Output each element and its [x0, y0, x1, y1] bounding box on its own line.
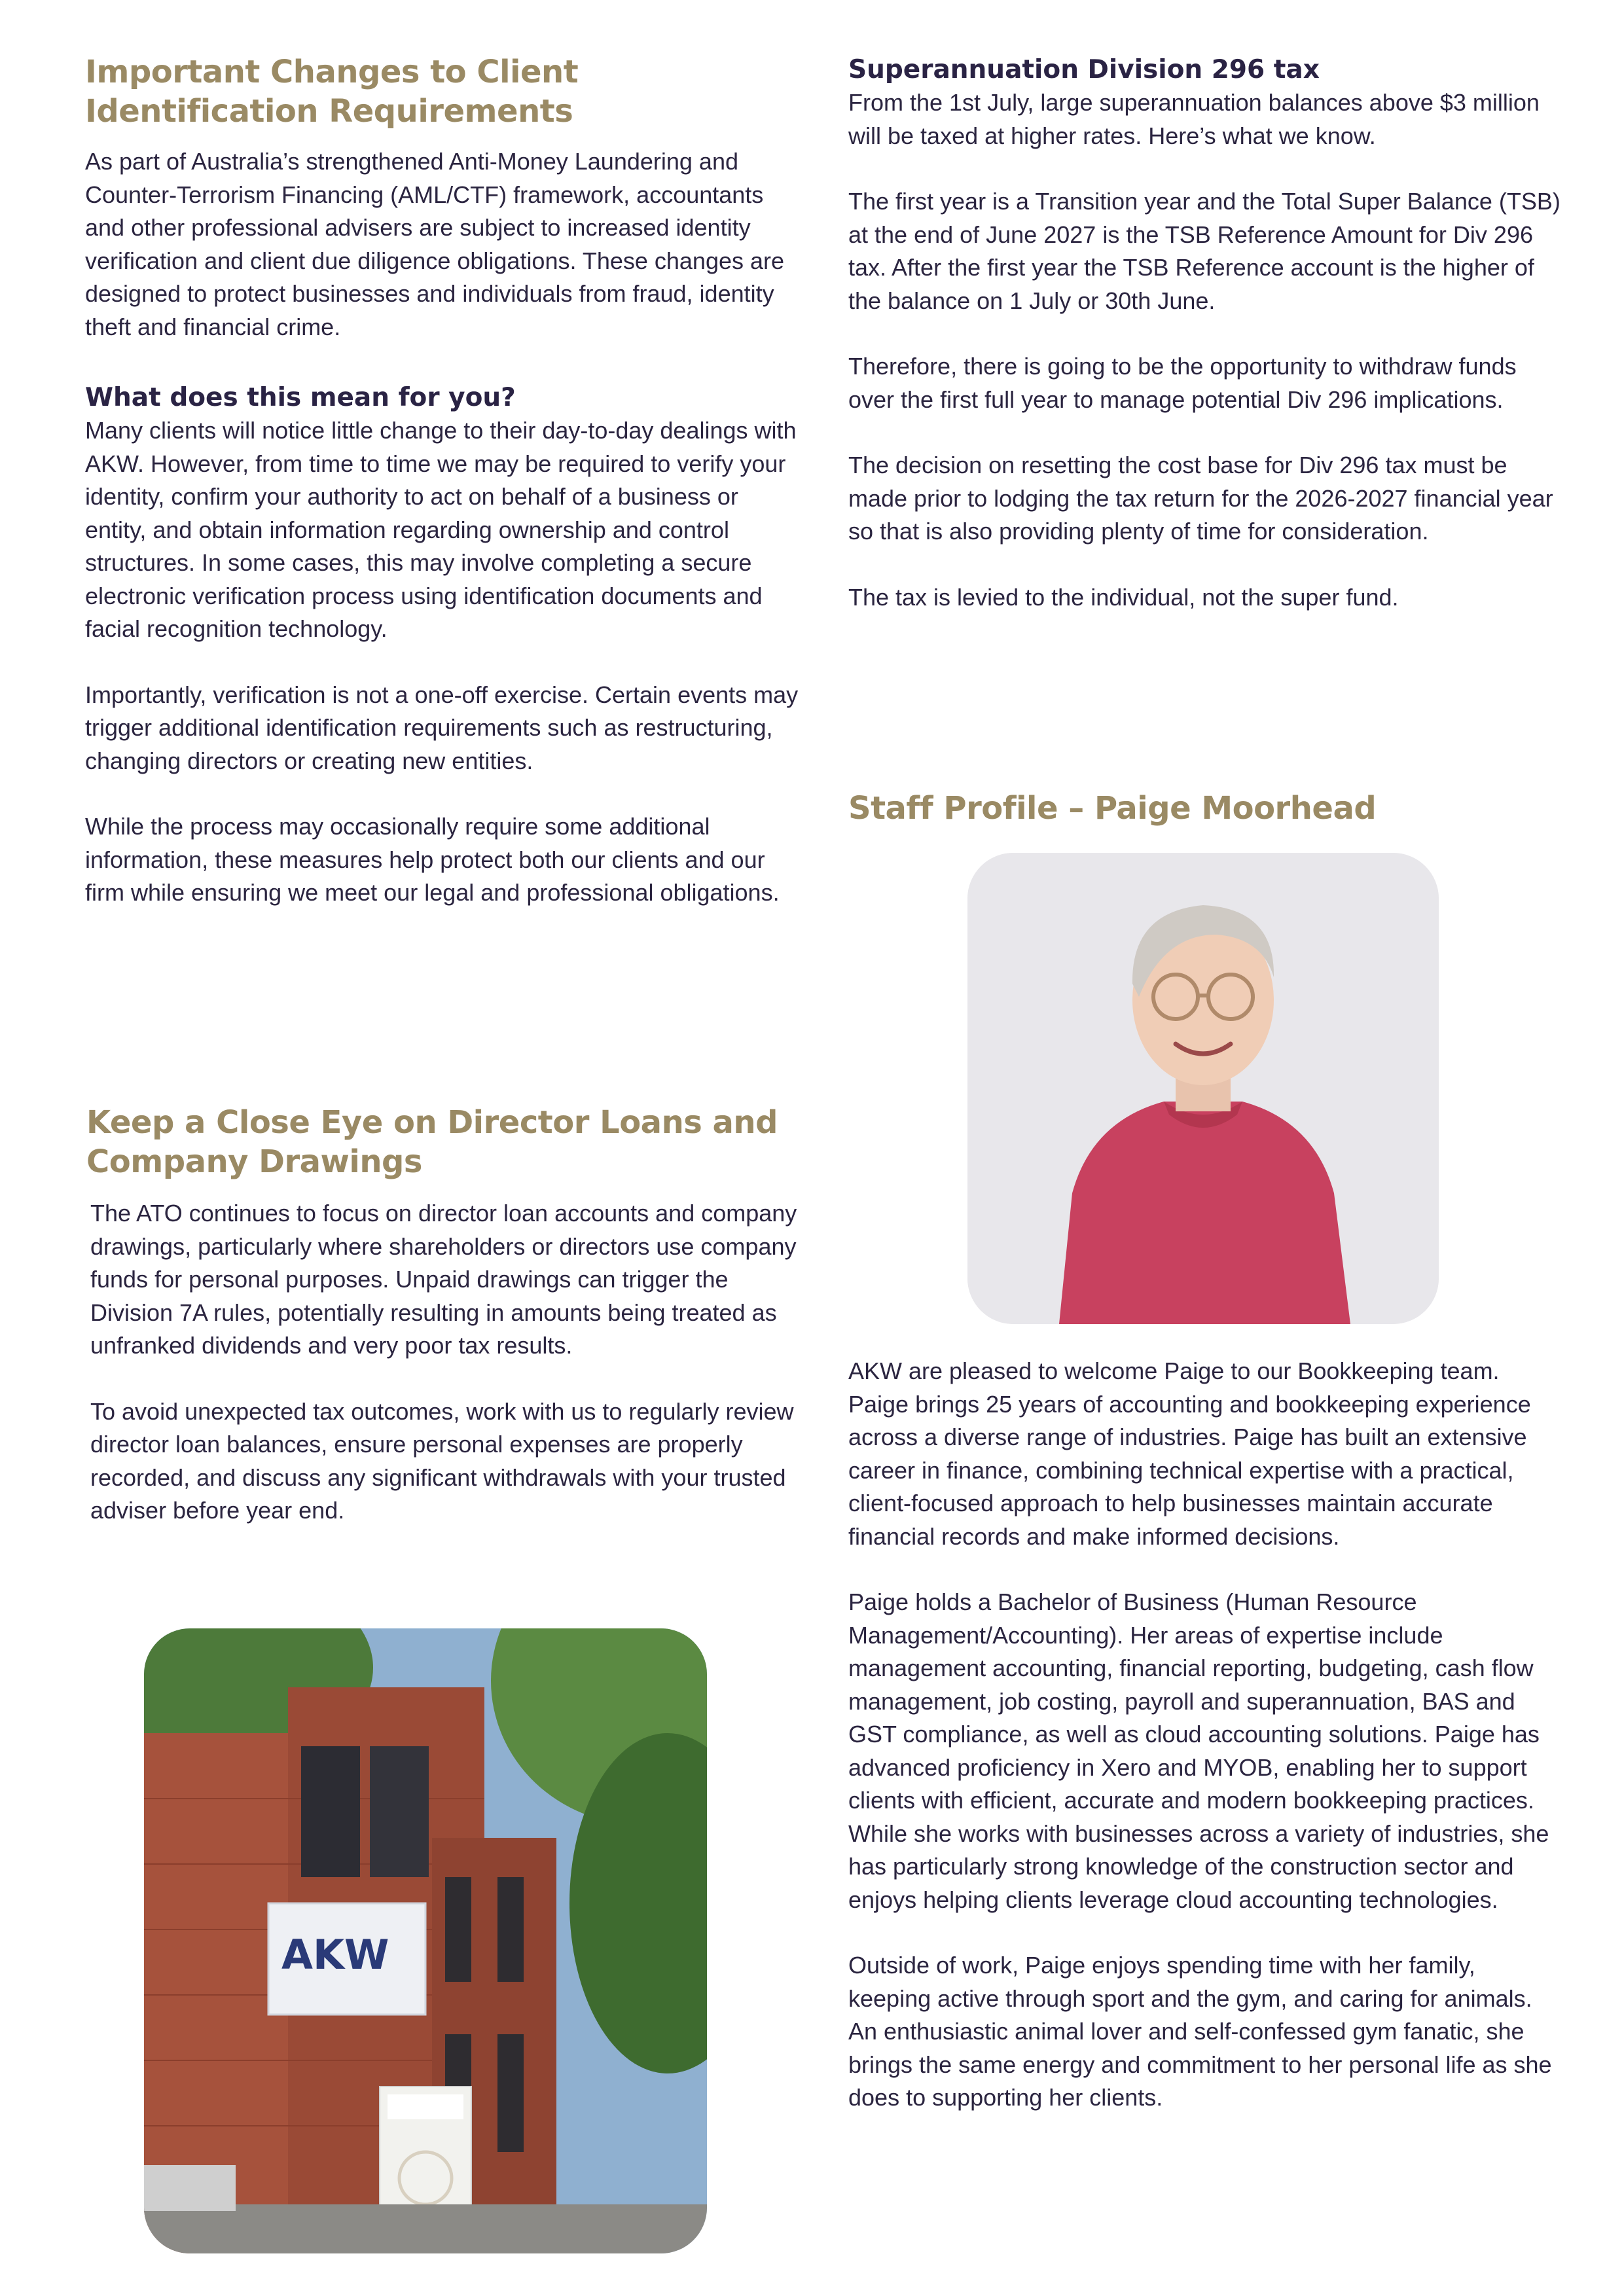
staff-portrait-illustration	[967, 853, 1439, 1324]
building-sign-text: AKW	[281, 1931, 389, 1979]
profile-heading-wrap	[848, 789, 1562, 828]
right-column	[848, 54, 1562, 614]
div296-heading: Superannuation Division 296 tax	[848, 55, 1320, 84]
aml-heading: Important Changes to Client Identification Requirements	[85, 54, 579, 130]
div296-paragraph-1: From the 1st July, large superannuation balances above $3 million will be taxed at higher rates. Here’s what we know.	[848, 89, 1540, 149]
div296-paragraph-5: The tax is levied to the individual, not the super fund.	[848, 583, 1399, 611]
profile-heading: Staff Profile – Paige Moorhead	[848, 790, 1377, 827]
profile-paragraph-1: AKW are pleased to welcome Paige to our Bookkeeping team. Paige brings 25 years of accounting and bookkeeping experience across a diverse range of industries. Paige has built an extensive career in finance, combining technical expertise with a practical, client-focused approach to help businesses maintain accurate financial records and make informed decisions.	[848, 1357, 1531, 1550]
div296-paragraph-3: Therefore, there is going to be the opportunity to withdraw funds over the first full year to manage potential Div 296 implications.	[848, 353, 1517, 413]
loans-paragraph-2: To avoid unexpected tax outcomes, work with us to regularly review director loan balances, ensure personal expenses are properly recorded, and discuss any significant withdrawals with your trusted adviser before year end.	[90, 1397, 794, 1524]
loans-heading: Keep a Close Eye on Director Loans and Company Drawings	[86, 1104, 778, 1180]
aml-paragraph-2: Importantly, verification is not a one-off exercise. Certain events may trigger additional identification requirements such as restructuring, changing directors or creating new entities.	[85, 681, 799, 774]
staff-portrait-photo	[967, 853, 1439, 1324]
div296-paragraph-2: The first year is a Transition year and the Total Super Balance (TSB) at the end of June 2027 is the TSB Reference Amount for Div 296 tax. After the first year the TSB Reference account is the higher of the balance on 1 July or 30th June.	[848, 188, 1561, 314]
profile-paragraph-2: Paige holds a Bachelor of Business (Human Resource Management/Accounting). Her areas of expertise include management accounting, financial reporting, budgeting, cash flow management, job costing, payroll and superannuation, BAS and GST compliance, as well as cloud accounting solutions. Paige has advanced proficiency in Xero and MYOB, enabling her to support clients with efficient, accurate and modern bookkeeping practices. While she works with businesses across a variety of industries, she has particularly strong knowledge of the construction sector and enjoys helping clients leverage cloud accounting technologies.	[848, 1588, 1549, 1913]
profile-body	[848, 1355, 1562, 2115]
aml-subheading: What does this mean for you?	[85, 383, 516, 412]
loans-paragraph-1: The ATO continues to focus on director loan accounts and company drawings, particularly where shareholders or directors use company funds for personal purposes. Unpaid drawings can trigger the Division 7A rules, potentially resulting in amounts being treated as unfranked dividends and very poor tax results.	[90, 1200, 797, 1359]
office-building-illustration	[144, 1628, 707, 2253]
left-column	[85, 52, 799, 910]
div296-paragraph-4: The decision on resetting the cost base for Div 296 tax must be made prior to lodging the tax return for the 2026-2027 financial year so that is also providing plenty of time for consideration.	[848, 452, 1553, 545]
aml-intro: As part of Australia’s strengthened Anti-Money Laundering and Counter-Terrorism Financing (AML/CTF) framework, accountants and other professional advisers are subject to increased identity verification and client due diligence obligations. These changes are designed to protect businesses and individuals from fraud, identity theft and financial crime.	[85, 148, 785, 340]
aml-paragraph-1: Many clients will notice little change to their day-to-day dealings with AKW. However, from time to time we may be required to verify your identity, confirm your authority to act on behalf of a business or entity, and obtain information regarding ownership and control structures. In some cases, this may involve completing a secure electronic verification process using identification documents and facial recognition technology.	[85, 417, 797, 642]
aml-paragraph-3: While the process may occasionally require some additional information, these measures help protect both our clients and our firm while ensuring we meet our legal and professional obligations.	[85, 813, 780, 906]
loans-section	[86, 1103, 800, 1528]
profile-paragraph-3: Outside of work, Paige enjoys spending time with her family, keeping active through sport and the gym, and caring for animals. An enthusiastic animal lover and self-confessed gym fanatic, she brings the same energy and commitment to her personal life as she does to supporting her clients.	[848, 1952, 1552, 2111]
office-building-photo	[144, 1628, 707, 2253]
